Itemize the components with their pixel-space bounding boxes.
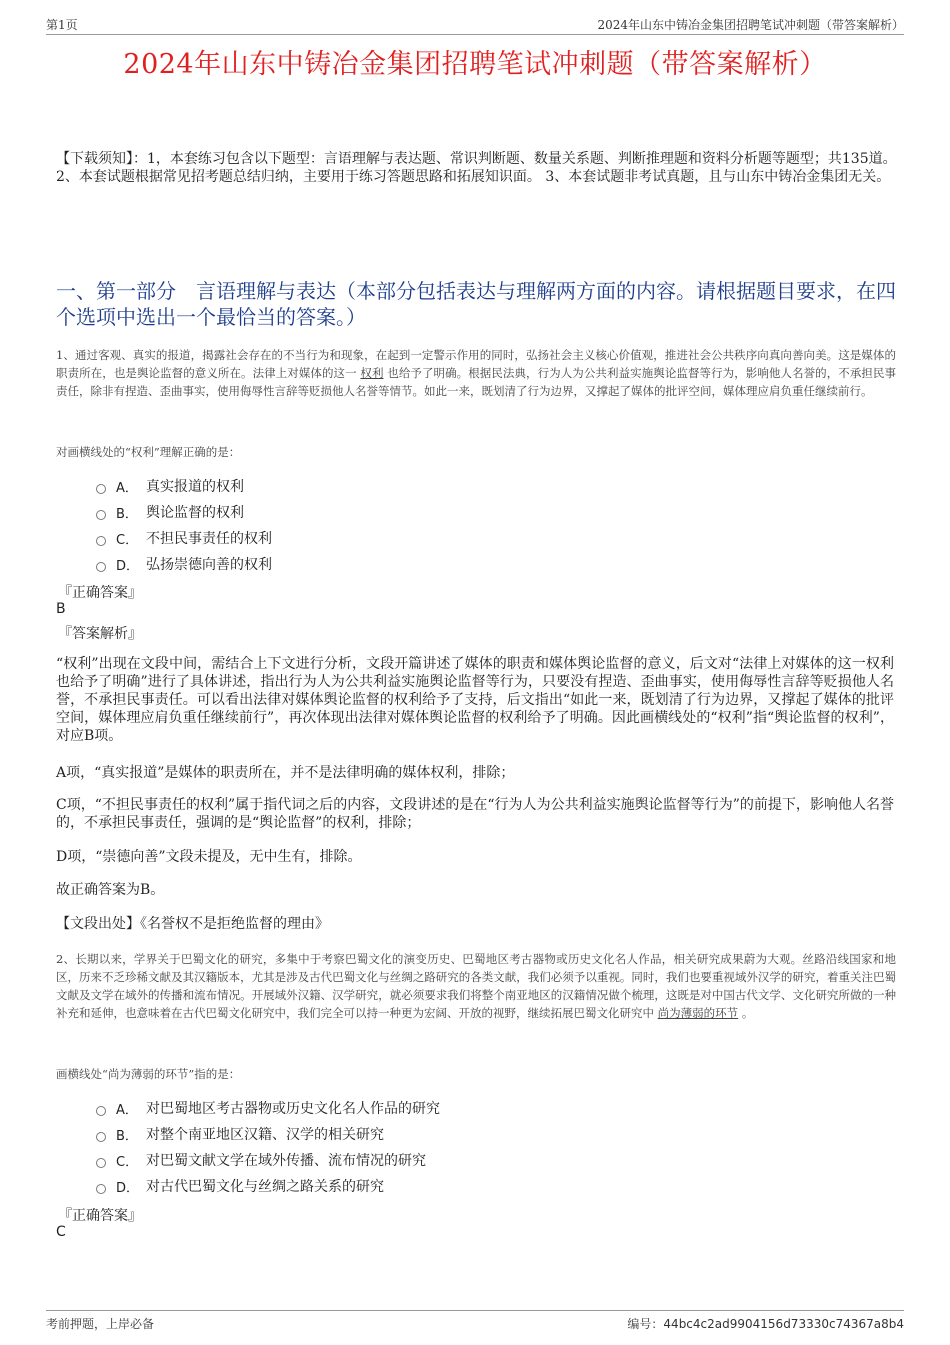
option-c[interactable]: C． 对巴蜀文献文学在域外传播、流布情况的研究 [96,1147,796,1173]
radio-icon[interactable] [96,1184,106,1194]
answer-label: 『正确答案』 [58,1208,142,1224]
analysis-paragraph: “权利”出现在文段中间，需结合上下文进行分析，文段开篇讲述了媒体的职责和媒体舆论监督的意义，后文对“法律上对媒体的这一权利也给予了明确”进行了具体讲述，指出行为人为公共利益实施舆论监督等行为，只要没有捏造、歪曲事实，使用侮辱性言辞等贬损他人名誉，不承担民事责任。可以看出法律对媒体舆论监督的权利给予了支持，后文指出“如此一来，既划清了行为边界，又撑起了媒体的批评空间，媒体理应肩负重任继续前行”，再次体现出法律对媒体舆论监督的权利给予了明确。因此画横线处的“权利”指“舆论监督的权利”，对应B项。 [56,656,894,744]
analysis-conclusion: 故正确答案为B。 [56,882,165,898]
analysis-option-d: D项，“崇德向善”文段未提及，无中生有，排除。 [56,849,362,865]
option-d[interactable]: D． 对古代巴蜀文化与丝绸之路关系的研究 [96,1173,796,1199]
question-2-passage: 2、长期以来，学界关于巴蜀文化的研究，多集中于考察巴蜀文化的演变历史、巴蜀地区考古器物或历史文化名人作品，相关研究成果蔚为大观。丝路沿线国家和地区，历来不乏珍稀文献及其汉籍版本，尤其是涉及古代巴蜀文化与丝绸之路研究的各类文献，我们必须予以重视。同时，我们也要重视域外汉学的研究，着重关注巴蜀文献及文学在域外的传播和流布情况。开展域外汉籍、汉学研究，就必须要求我们将整个南亚地区的汉籍情况做个梳理，这既是对中国古代文学、文化研究所做的一种补充和延伸，也意味着在古代巴蜀文化研究中，我们完全可以持一种更为宏阔、开放的视野，继续拓展巴蜀文化研究中 尚为薄弱的环节 。 [56,952,896,1020]
radio-icon[interactable] [96,1132,106,1142]
radio-icon[interactable] [96,1158,106,1168]
answer-value: C [56,1224,66,1240]
page-footer [46,1310,904,1331]
option-d[interactable]: D． 弘扬崇德向善的权利 [96,551,796,577]
option-b[interactable]: B． 舆论监督的权利 [96,499,796,525]
section-heading: 一、第一部分 言语理解与表达（本部分包括表达与理解两方面的内容。请根据题目要求，在四个选项中选出一个最恰当的答案。） [56,279,896,329]
option-b[interactable]: B． 对整个南亚地区汉籍、汉学的相关研究 [96,1121,796,1147]
question-1-options [96,473,796,577]
question-2-prompt: 画横线处“尚为薄弱的环节”指的是： [56,1067,241,1081]
question-1-prompt: 对画横线处的“权利”理解正确的是： [56,445,241,459]
radio-icon[interactable] [96,510,106,520]
answer-value: B [56,601,66,617]
analysis-label: 『答案解析』 [58,626,142,642]
document-title: 2024年山东中铸冶金集团招聘笔试冲刺题（带答案解析） [123,49,827,80]
analysis-option-a: A项，“真实报道”是媒体的职责所在，并不是法律明确的媒体权利，排除； [56,765,515,781]
passage-source: 【文段出处】《名誉权不是拒绝监督的理由》 [56,916,329,932]
underlined-term: 权利 [360,366,384,380]
answer-label: 『正确答案』 [58,585,142,601]
underlined-term: 尚为薄弱的环节 [657,1006,739,1020]
question-2-options [96,1095,796,1199]
footer-slogan: 考前押题，上岸必备 [46,1317,155,1331]
document-code: 编号：44bc4c2ad9904156d73330c74367a8b4 [627,1317,904,1331]
question-1-passage: 1、通过客观、真实的报道，揭露社会存在的不当行为和现象，在起到一定警示作用的同时，弘扬社会主义核心价值观，推进社会公共秩序向真向善向美。这是媒体的职责所在，也是舆论监督的意义所在。法律上对媒体的这一 权利 也给予了明确。根据民法典，行为人为公共利益实施舆论监督等行为，影响他人名誉的，不承担民事责任，除非有捏造、歪曲事实，使用侮辱性言辞等贬损他人名誉等情节。如此一来，既划清了行为边界，又撑起了媒体的批评空间，媒体理应肩负重任继续前行。 [56,348,897,398]
page-number: 第1页 [46,18,78,32]
page-header [46,14,904,35]
radio-icon[interactable] [96,562,106,572]
option-a[interactable]: A． 对巴蜀地区考古器物或历史文化名人作品的研究 [96,1095,796,1121]
analysis-option-c: C项，“不担民事责任的权利”属于指代词之后的内容，文段讲述的是在“行为人为公共利益实施舆论监督等行为”的前提下，影响他人名誉的，不承担民事责任，强调的是“舆论监督”的权利，排除； [56,797,894,831]
radio-icon[interactable] [96,484,106,494]
download-notice: 【下载须知】：1，本套练习包含以下题型：言语理解与表达题、常识判断题、数量关系题、判断推理题和资料分析题等题型；共135道。 2、本套试题根据常见招考题总结归纳，主要用于练习答题思路和拓展知识面。 3、本套试题非考试真题，且与山东中铸冶金集团无关。 [56,151,897,185]
radio-icon[interactable] [96,536,106,546]
header-doc-title: 2024年山东中铸冶金集团招聘笔试冲刺题（带答案解析） [597,18,904,32]
option-c[interactable]: C． 不担民事责任的权利 [96,525,796,551]
radio-icon[interactable] [96,1106,106,1116]
option-a[interactable]: A． 真实报道的权利 [96,473,796,499]
